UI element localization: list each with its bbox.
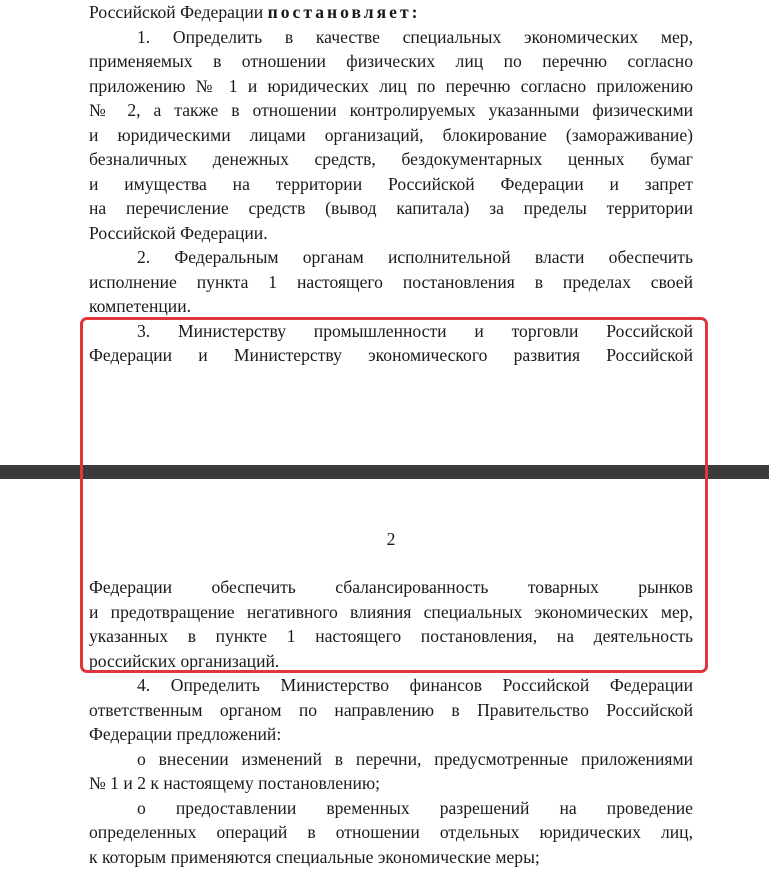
paragraph-line: и предотвращение негативного влияния специальных экономических мер, [89,600,693,625]
paragraph-2 [89,245,693,319]
paragraph-line: и юридическими лицами организаций, блокирование (замораживание) [89,123,693,148]
page-2-text [89,575,693,869]
paragraph-line: о внесении изменений в перечни, предусмотренные приложениями [89,747,693,772]
paragraph-line: указанных в пункте 1 настоящего постановления, на деятельность [89,624,693,649]
paragraph-line: к которым применяются специальные экономические меры; [89,845,693,869]
paragraph-line: на перечисление средств (вывод капитала) за пределы территории [89,196,693,221]
page-1-text [89,0,693,368]
paragraph-line: определенных операций в отношении отдельных юридических лиц, [89,820,693,845]
paragraph-line: приложению № 1 и юридических лиц по перечню согласно приложению [89,74,693,99]
paragraph-1 [89,25,693,246]
paragraph-line: применяемых в отношении физических лиц по перечню согласно [89,49,693,74]
paragraph-4 [89,673,693,747]
paragraph-4-item-a [89,747,693,796]
paragraph-line: Федерации предложений: [89,722,693,747]
paragraph-line: безналичных денежных средств, бездокументарных ценных бумаг [89,147,693,172]
decree-intro-line [89,0,693,25]
paragraph-line: Федерации обеспечить сбалансированность товарных рынков [89,575,693,600]
paragraph-3-start [89,319,693,368]
paragraph-line: № 1 и 2 к настоящему постановлению; [89,771,693,796]
paragraph-line: исполнение пункта 1 настоящего постановления в пределах своей [89,270,693,295]
paragraph-line: ответственным органом по направлению в Правительство Российской [89,698,693,723]
page-separator [0,465,769,479]
paragraph-line: российских организаций. [89,649,693,674]
paragraph-3-end [89,575,693,673]
paragraph-4-item-b [89,796,693,869]
paragraph-line: 2. Федеральным органам исполнительной власти обеспечить [89,245,693,270]
paragraph-line: и имущества на территории Российской Федерации и запрет [89,172,693,197]
paragraph-line: 3. Министерству промышленности и торговли Российской [89,319,693,344]
paragraph-line: № 2, а также в отношении контролируемых указанными физическими [89,98,693,123]
paragraph-line: о предоставлении временных разрешений на проведение [89,796,693,821]
paragraph-line: Российской Федерации. [89,221,693,246]
paragraph-line: 1. Определить в качестве специальных экономических мер, [89,25,693,50]
page-number: 2 [0,527,769,551]
decree-intro: Российской Федерации [89,2,263,22]
paragraph-line: компетенции. [89,294,693,319]
decree-verb: постановляет: [268,2,421,22]
paragraph-line: 4. Определить Министерство финансов Российской Федерации [89,673,693,698]
paragraph-line: Федерации и Министерству экономического развития Российской [89,343,693,368]
